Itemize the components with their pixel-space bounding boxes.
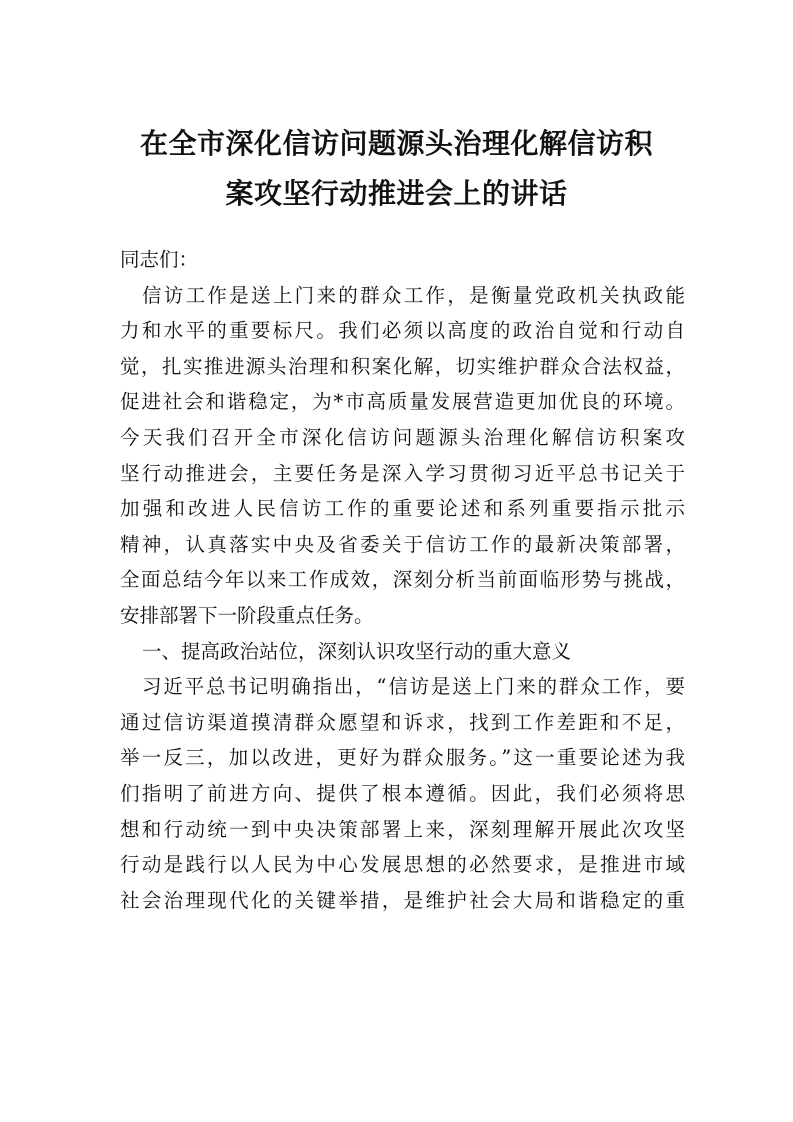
paragraph-line: 安排部署下一阶段重点任务。 — [120, 603, 374, 627]
document-title-line-2: 案攻坚行动推进会上的讲话 — [225, 177, 568, 210]
paragraph-line: 想和行动统一到中央决策部署上来，深刻理解开展此次攻坚 — [120, 817, 685, 841]
paragraph-line: 全面总结今年以来工作成效，深刻分析当前面临形势与挑战， — [120, 568, 685, 592]
paragraph-line: 精神，认真落实中央及省委关于信访工作的最新决策部署， — [120, 532, 685, 556]
paragraph-line: 行动是践行以人民为中心发展思想的必然要求，是推进市域 — [120, 853, 685, 877]
salutation: 同志们： — [120, 248, 199, 271]
paragraph-line: 社会治理现代化的关键举措，是维护社会大局和谐稳定的重 — [120, 888, 685, 912]
paragraph-line: 信访工作是送上门来的群众工作，是衡量党政机关执政能 — [142, 283, 685, 307]
paragraph-line: 举一反三，加以改进，更好为群众服务。”这一重要论述为我 — [120, 746, 685, 770]
paragraph-line: 坚行动推进会，主要任务是深入学习贯彻习近平总书记关于 — [120, 461, 685, 485]
document-body — [120, 242, 685, 918]
paragraph-line: 力和水平的重要标尺。我们必须以高度的政治自觉和行动自 — [120, 319, 685, 343]
paragraph-line: 今天我们召开全市深化信访问题源头治理化解信访积案攻 — [120, 425, 685, 449]
paragraph-line: 觉，扎实推进源头治理和积案化解，切实维护群众合法权益， — [120, 354, 685, 378]
section-heading: 一、提高政治站位，深刻认识攻坚行动的重大意义 — [142, 639, 572, 663]
document-title-line-1: 在全市深化信访问题源头治理化解信访积 — [139, 127, 653, 160]
paragraph-line: 习近平总书记明确指出，“信访是送上门来的群众工作，要 — [142, 675, 685, 699]
paragraph-line: 通过信访渠道摸清群众愿望和诉求，找到工作差距和不足， — [120, 710, 685, 734]
paragraph-line: 促进社会和谐稳定，为*市高质量发展营造更加优良的环境。 — [120, 390, 685, 414]
paragraph-line: 加强和改进人民信访工作的重要论述和系列重要指示批示 — [120, 497, 685, 521]
paragraph-line: 们指明了前进方向、提供了根本遵循。因此，我们必须将思 — [120, 781, 685, 805]
